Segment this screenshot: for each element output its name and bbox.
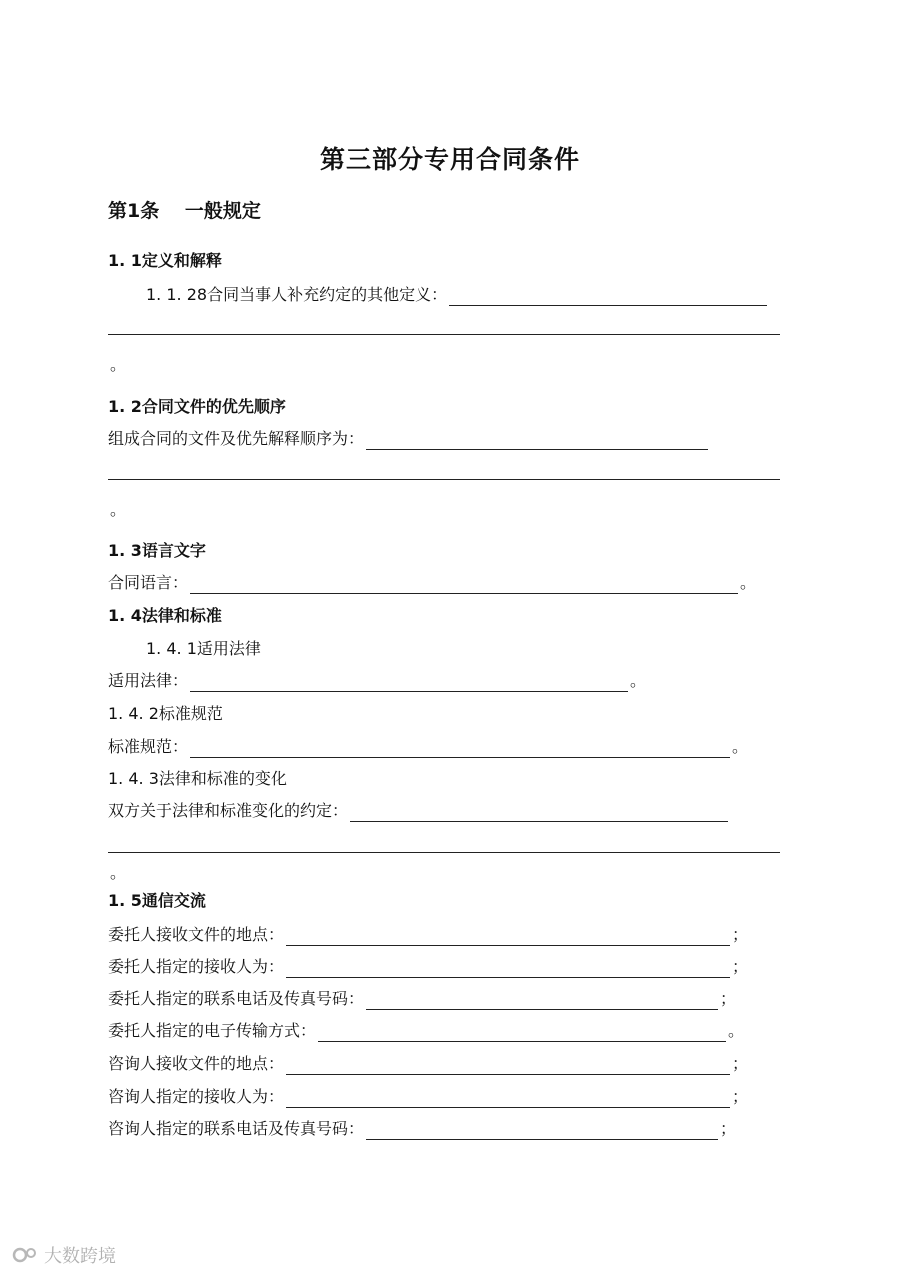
clause-1-1-28 bbox=[146, 284, 769, 306]
section-1-4-heading: 1. 4法律和标准 bbox=[108, 606, 222, 625]
comm-item-label: 委托人指定的电子传输方式： bbox=[108, 1021, 317, 1040]
clause-1-4-3 bbox=[108, 800, 730, 822]
blank-field bbox=[286, 929, 730, 946]
blank-line bbox=[108, 479, 780, 480]
watermark-logo-icon bbox=[12, 1245, 40, 1265]
blank-field bbox=[286, 961, 730, 978]
comm-item-label: 委托人指定的接收人为： bbox=[108, 957, 285, 976]
clause-1-4-3-label: 双方关于法律和标准变化的约定： bbox=[108, 801, 349, 820]
blank-line bbox=[108, 334, 780, 335]
clause-1-1-28-label: 1. 1. 28合同当事人补充约定的其他定义： bbox=[146, 285, 448, 304]
section-1-5-heading: 1. 5通信交流 bbox=[108, 891, 206, 910]
clause-1-3 bbox=[108, 572, 756, 594]
clause-1-2 bbox=[108, 428, 710, 450]
blank-field bbox=[190, 675, 628, 692]
blank-field bbox=[449, 289, 767, 306]
end-mark: ； bbox=[732, 925, 749, 944]
comm-item-label: 委托人接收文件的地点： bbox=[108, 925, 285, 944]
clause-1-4-2 bbox=[108, 736, 748, 758]
watermark bbox=[12, 1242, 116, 1268]
blank-field bbox=[286, 1091, 730, 1108]
comm-item bbox=[108, 988, 736, 1010]
end-mark: 。 bbox=[630, 671, 647, 690]
comm-item bbox=[108, 1020, 744, 1042]
end-mark: ； bbox=[732, 1054, 749, 1073]
end-mark: ； bbox=[732, 1087, 749, 1106]
end-mark: 。 bbox=[110, 355, 127, 374]
end-mark: ； bbox=[720, 989, 737, 1008]
sub-1-4-2: 1. 4. 2标准规范 bbox=[108, 704, 223, 723]
comm-item-label: 委托人指定的联系电话及传真号码： bbox=[108, 989, 365, 1008]
blank-field bbox=[366, 433, 708, 450]
blank-field bbox=[366, 993, 718, 1010]
clause-1-4-1 bbox=[108, 670, 646, 692]
comm-item bbox=[108, 956, 748, 978]
clause-1-4-2-label: 标准规范： bbox=[108, 737, 189, 756]
end-mark: 。 bbox=[110, 863, 127, 882]
blank-line bbox=[108, 852, 780, 853]
comm-item bbox=[108, 1118, 736, 1140]
blank-field bbox=[190, 741, 730, 758]
end-mark: 。 bbox=[728, 1021, 745, 1040]
clause-1-4-1-label: 适用法律： bbox=[108, 671, 189, 690]
comm-item bbox=[108, 1086, 748, 1108]
section-1-2-heading: 1. 2合同文件的优先顺序 bbox=[108, 397, 286, 416]
article-heading: 第1条 一般规定 bbox=[108, 200, 261, 222]
section-1-3-heading: 1. 3语言文字 bbox=[108, 541, 206, 560]
blank-field bbox=[366, 1123, 718, 1140]
blank-field bbox=[286, 1058, 730, 1075]
clause-1-2-label: 组成合同的文件及优先解释顺序为： bbox=[108, 429, 365, 448]
comm-item-label: 咨询人指定的接收人为： bbox=[108, 1087, 285, 1106]
blank-field bbox=[190, 577, 738, 594]
page-title: 第三部分专用合同条件 bbox=[319, 145, 580, 174]
blank-field bbox=[318, 1025, 726, 1042]
end-mark: 。 bbox=[732, 737, 749, 756]
comm-item-label: 咨询人指定的联系电话及传真号码： bbox=[108, 1119, 365, 1138]
sub-1-4-1: 1. 4. 1适用法律 bbox=[146, 639, 261, 658]
end-mark: 。 bbox=[740, 573, 757, 592]
end-mark: ； bbox=[720, 1119, 737, 1138]
comm-item bbox=[108, 924, 748, 946]
comm-item bbox=[108, 1053, 748, 1075]
blank-field bbox=[350, 805, 728, 822]
comm-item-label: 咨询人接收文件的地点： bbox=[108, 1054, 285, 1073]
section-1-1-heading: 1. 1定义和解释 bbox=[108, 251, 222, 270]
end-mark: ； bbox=[732, 957, 749, 976]
sub-1-4-3: 1. 4. 3法律和标准的变化 bbox=[108, 769, 287, 788]
watermark-text: 大数跨境 bbox=[44, 1246, 116, 1267]
end-mark: 。 bbox=[110, 500, 127, 519]
clause-1-3-label: 合同语言： bbox=[108, 573, 189, 592]
